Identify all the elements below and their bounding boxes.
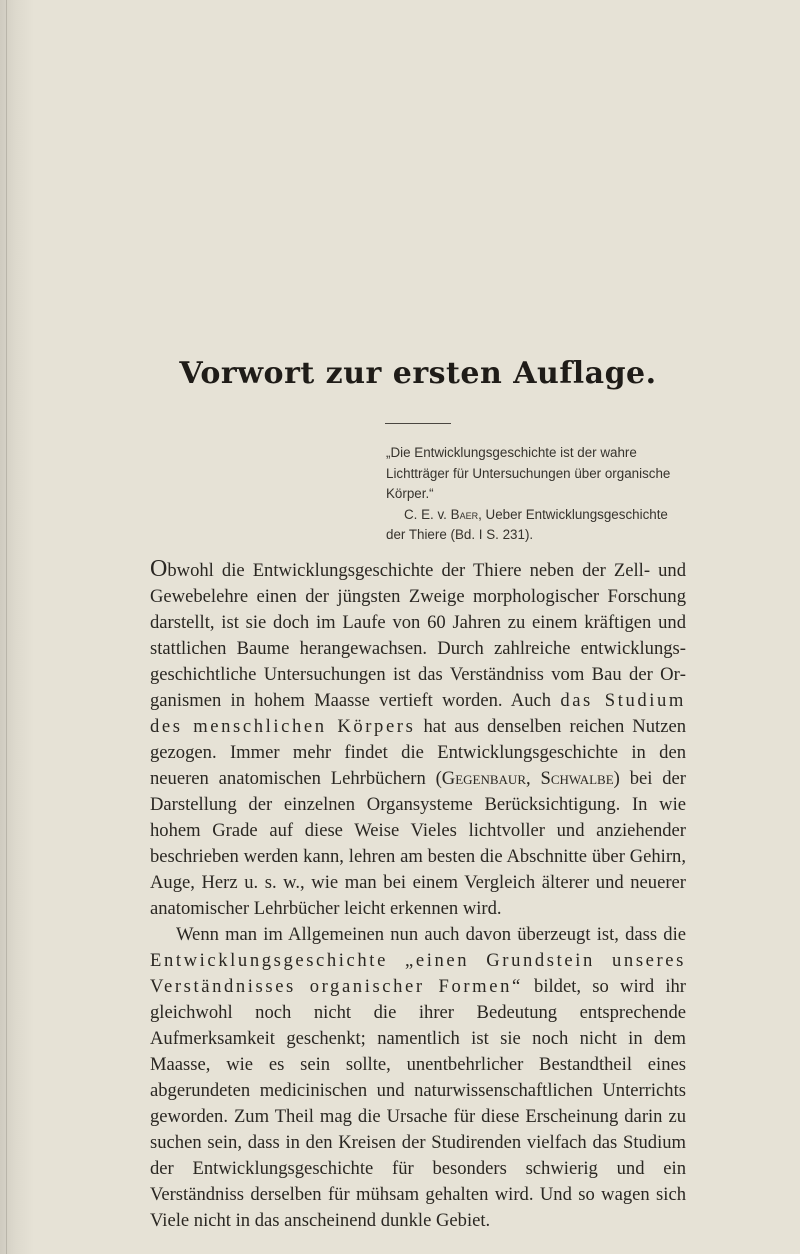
drop-cap: O xyxy=(150,555,168,582)
paragraph-2-spaced: Entwicklungsgeschichte „einen Grundstein unseres Verständnisses organischer Formen“ xyxy=(150,949,686,997)
paragraph-2-part-1: Wenn man im Allgemeinen nun auch davon überzeugt ist, dass die xyxy=(176,923,686,945)
page-title: Vorwort zur ersten Auflage. xyxy=(179,356,657,391)
epigraph xyxy=(386,443,686,546)
paragraph-2 xyxy=(150,922,686,1234)
author-schwalbe: Schwalbe xyxy=(540,767,614,789)
body-text xyxy=(150,555,687,1234)
epigraph-ref-author: Baer xyxy=(450,506,479,522)
title-divider xyxy=(385,423,451,424)
paragraph-1 xyxy=(150,555,687,922)
epigraph-reference xyxy=(386,505,686,546)
paragraph-2-part-2: bildet, so wird ihr gleichwohl noch nicht die ihrer Bedeutung entsprechende Aufmerksamkeit geschenkt; namentlich ist sie noch nicht in dem Maasse, wie es sein sollte, unentbehrlicher Bestandtheil eines abgerundeten medicinischen und naturwissenschaftlichen Unterrichts geworden. Zum Theil mag die Ursache für diese Erscheinung darin zu suchen sein, dass in den Kreisen der Studirenden vielfach das Studium der Entwicklungsgeschichte für besonders schwierig und ein Verständniss derselben für mühsam gehalten wird. Und so wagen sich Viele nicht in das anscheinend dunkle Gebiet. xyxy=(150,975,686,1231)
binding-line xyxy=(6,0,7,1254)
paragraph-1-part-2: hat aus denselben reichen Nutzen gezogen. Immer mehr findet die Entwicklungsgeschichte in den neueren anatomischen Lehrbüchern ( xyxy=(150,715,686,789)
author-gegenbaur: Gegenbaur xyxy=(441,767,526,789)
page-binding-edge xyxy=(0,0,34,1254)
paragraph-1-spaced: das Studium des menschlichen Körpers xyxy=(150,689,686,737)
preface-page xyxy=(150,356,686,1234)
paragraph-1-part-3: ) bei der Darstellung der einzelnen Organsysteme Berücksichtigung. In wie hohem Grade auf diese Weise Vieles lichtvoller und anziehender beschrieben werden kann, lehren am besten die Abschnitte über Gehirn, Auge, Herz u. s. w., wie man bei einem Vergleich älterer und neuerer anatomischer Lehrbücher leicht erkennen wird. xyxy=(150,767,687,919)
author-separator: , xyxy=(526,767,541,789)
epigraph-quote: „Die Entwicklungsgeschichte ist der wahre Lichtträger für Untersuchungen über organische Körper.“ xyxy=(386,445,671,501)
epigraph-ref-prefix: C. E. v. xyxy=(404,506,447,522)
epigraph-ref-rest: , Ueber Entwicklungsgeschichte der Thiere (Bd. I S. 231). xyxy=(386,506,668,542)
paragraph-1-part-1: bwohl die Entwicklungsgeschichte der Thiere neben der Zell- und Gewebelehre einen der jüngsten Zweige morphologischer Forschung darstellt, ist sie doch im Laufe von 60 Jahren zu einem kräftigen und stattlichen Baume herangewachsen. Durch zahlreiche entwicklungsgeschichtliche Untersuchungen ist das Verständniss vom Bau der Organismen in hohem Maasse vertieft worden. Auch xyxy=(150,559,686,711)
